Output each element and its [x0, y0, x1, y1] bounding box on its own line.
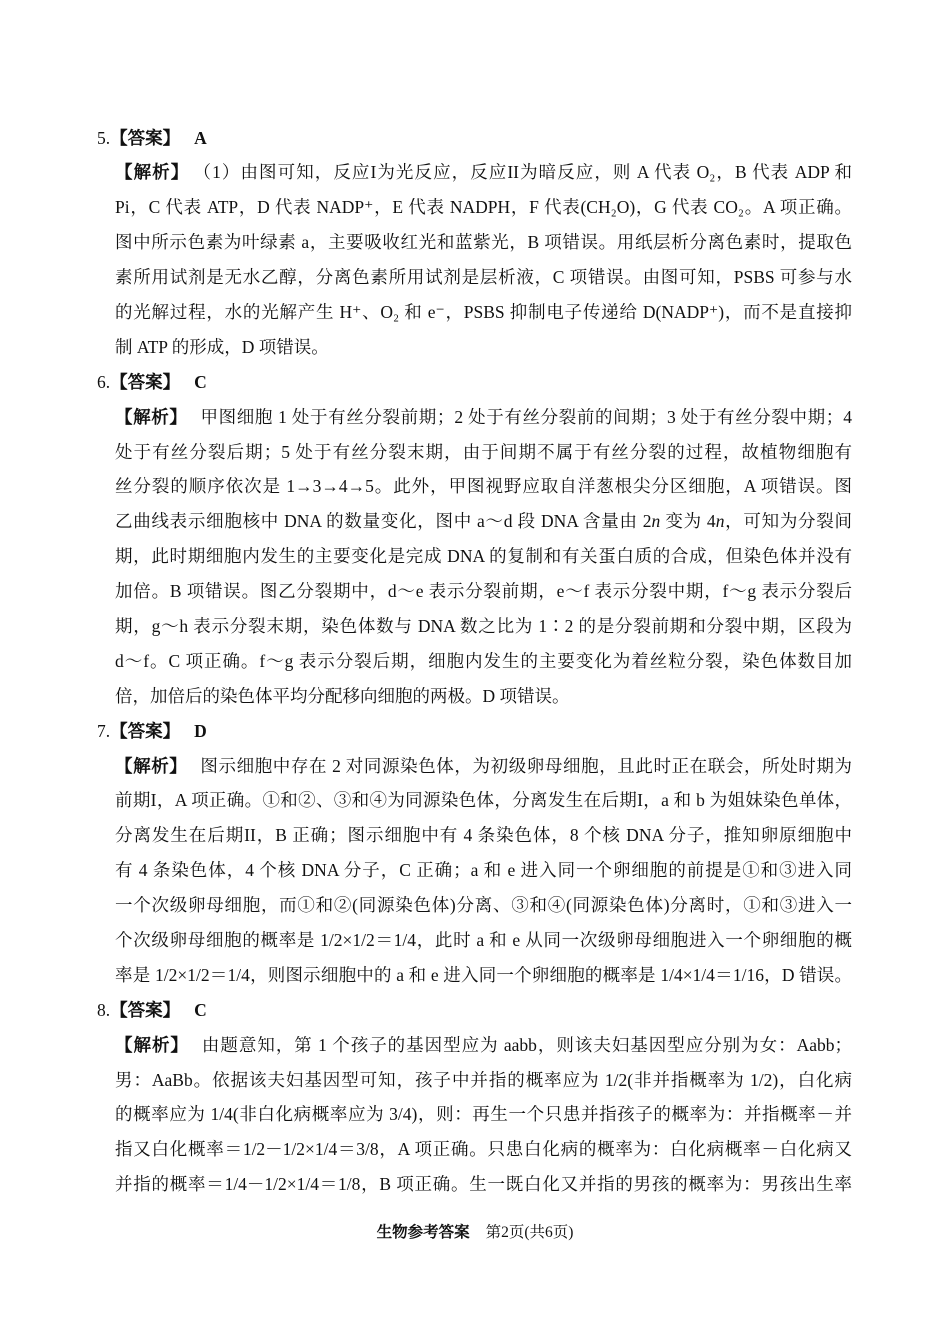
analysis-line: 图中所示色素为叶绿素 a，主要吸收红光和蓝紫光，B 项错误。用纸层析分离色素时，提取色 [115, 232, 852, 253]
answer-item-5 [97, 121, 852, 365]
analysis-line [115, 749, 852, 784]
analysis-line [115, 400, 852, 435]
page-footer [0, 1216, 950, 1250]
analysis-text: 甲图细胞 1 处于有丝分裂前期；2 处于有丝分裂前的间期；3 处于有丝分裂中期；4 [200, 406, 853, 427]
analysis-line: 个次级卵母细胞的概率是 1/2×1/2＝1/4，此时 a 和 e 从同一次级卵母细胞进入一个卵细胞的概 [115, 929, 852, 950]
answer-line [97, 121, 852, 156]
question-number: 5. [97, 127, 111, 148]
analysis-line [115, 1028, 852, 1063]
footer-page-number: 第2页(共6页) [485, 1224, 574, 1241]
answer-value: C [194, 999, 207, 1020]
analysis-line: 并指的概率＝1/4－1/2×1/4＝1/8，B 项正确。生一既白化又并指的男孩的概率为：男孩出生率 [115, 1174, 852, 1195]
analysis-text: ，可知为分裂间 [724, 511, 853, 532]
answer-label: 【答案】 [110, 371, 181, 392]
question-number: 8. [97, 999, 111, 1020]
answer-item-6 [97, 365, 852, 714]
analysis-line: 期，g～h 表示分裂末期，染色体数与 DNA 数之比为 1∶2 的是分裂前期和分裂中期，区段为 [115, 615, 852, 636]
answer-key-content [97, 121, 852, 1203]
footer-subject: 生物参考答案 [376, 1224, 470, 1241]
question-number: 6. [97, 371, 111, 392]
answer-value: A [194, 127, 207, 148]
analysis-line: 制 ATP 的形成，D 项错误。 [115, 336, 329, 357]
italic-variable: n [715, 511, 725, 532]
analysis-line: 处于有丝分裂后期；5 处于有丝分裂末期，由于间期不属于有丝分裂的过程，故植物细胞有 [115, 441, 852, 462]
analysis-line: d～f。C 项正确。f～g 表示分裂后期，细胞内发生的主要变化为着丝粒分裂，染色体数目加 [115, 650, 852, 671]
analysis-label: 【解析】 [115, 1034, 189, 1055]
analysis-label: 【解析】 [115, 755, 188, 776]
analysis-line [115, 155, 852, 190]
analysis-label: 【解析】 [115, 162, 190, 183]
analysis-line: 加倍。B 项错误。图乙分裂期中，d～e 表示分裂前期，e～f 表示分裂中期，f～g 表示分裂后 [115, 581, 852, 602]
analysis-line: Pi，C 代表 ATP，D 代表 NADP⁺，E 代表 NADPH，F 代表(CH₂O)，G 代表 CO₂。A 项正确。 [115, 197, 852, 218]
analysis-line: 前期I，A 项正确。①和②、③和④为同源染色体，分离发生在后期I，a 和 b 为姐妹染色单体， [115, 790, 852, 811]
answer-item-8 [97, 993, 852, 1202]
answer-line [97, 365, 852, 400]
analysis-label: 【解析】 [115, 406, 188, 427]
analysis-line: 率是 1/2×1/2＝1/4，则图示细胞中的 a 和 e 进入同一个卵细胞的概率是 1/4×1/4＝1/16，D 错误。 [115, 964, 852, 985]
analysis-line [115, 504, 852, 539]
analysis-line: 的概率应为 1/4(非白化病概率应为 3/4)，则：再生一个只患并指孩子的概率为：并指概率－并 [115, 1104, 852, 1125]
analysis-text: 由题意知，第 1 个孩子的基因型应为 aabb，则该夫妇基因型应分别为女：Aabb； [201, 1034, 852, 1055]
analysis-text: 变为 4 [660, 511, 716, 532]
analysis-line: 分离发生在后期II，B 正确；图示细胞中有 4 条染色体，8 个核 DNA 分子，推知卵原细胞中 [115, 825, 852, 846]
answer-value: C [194, 371, 207, 392]
answer-item-7 [97, 714, 852, 993]
answer-value: D [194, 720, 207, 741]
analysis-line: 指又白化概率＝1/2－1/2×1/4＝3/8，A 项正确。只患白化病的概率为：白化病概率－白化病又 [115, 1139, 852, 1160]
answer-label: 【答案】 [110, 720, 181, 741]
analysis-line: 有 4 条染色体，4 个核 DNA 分子，C 正确；a 和 e 进入同一个卵细胞的前提是①和③进入同 [115, 860, 852, 881]
analysis-line: 的光解过程，水的光解产生 H⁺、O₂ 和 e⁻，PSBS 抑制电子传递给 D(NADP⁺)，而不是直接抑 [115, 301, 852, 322]
answer-label: 【答案】 [110, 127, 181, 148]
analysis-line: 倍，加倍后的染色体平均分配移向细胞的两极。D 项错误。 [115, 685, 570, 706]
question-number: 7. [97, 720, 111, 741]
italic-variable: n [651, 511, 661, 532]
analysis-text: 图示细胞中存在 2 对同源染色体，为初级卵母细胞，且此时正在联会，所处时期为 [200, 755, 853, 776]
answer-label: 【答案】 [110, 999, 181, 1020]
analysis-line: 丝分裂的顺序依次是 1→3→4→5。此外，甲图视野应取自洋葱根尖分区细胞，A 项错误。图 [115, 476, 852, 497]
analysis-line: 一个次级卵母细胞，而①和②(同源染色体)分离、③和④(同源染色体)分离时，①和③进入一 [115, 895, 852, 916]
analysis-line: 男：AaBb。依据该夫妇基因型可知，孩子中并指的概率应为 1/2(非并指概率为 1/2)，白化病 [115, 1069, 852, 1090]
analysis-text: （1）由图可知，反应I为光反应，反应II为暗反应，则 A 代表 O₂，B 代表 ADP 和 [202, 162, 852, 183]
answer-line [97, 714, 852, 749]
analysis-line: 素所用试剂是无水乙醇，分离色素所用试剂是层析液，C 项错误。由图可知，PSBS 可参与水 [115, 267, 852, 288]
analysis-line: 期，此时期细胞内发生的主要变化是完成 DNA 的复制和有关蛋白质的合成，但染色体并没有 [115, 546, 852, 567]
answer-line [97, 993, 852, 1028]
analysis-text: 乙曲线表示细胞核中 DNA 的数量变化，图中 a～d 段 DNA 含量由 2 [115, 511, 652, 532]
